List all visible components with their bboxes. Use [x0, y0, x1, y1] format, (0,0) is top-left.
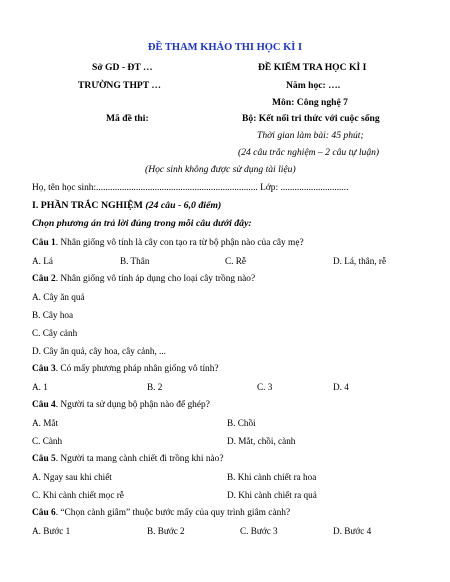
textbook-series: Bộ: Kết nối tri thức với cuộc sống [242, 113, 380, 124]
question-text: . Nhân giống vô tính là cây con tạo ra từ bộ phận nào của cây mẹ? [55, 238, 304, 248]
question-label: Câu 6 [32, 508, 56, 518]
q2-option-c[interactable]: C. Cây cảnh [32, 328, 78, 338]
question-label: Câu 5 [32, 454, 56, 464]
section-heading [32, 201, 221, 211]
q5-option-b[interactable]: B. Khi cành chiết ra hoa [227, 472, 317, 482]
question-2 [32, 275, 255, 284]
q2-option-a[interactable]: A. Cây ăn quả [32, 292, 85, 302]
q6-option-d[interactable]: D. Bước 4 [333, 526, 372, 536]
department-name: Sở GD - ĐT … [92, 62, 153, 73]
question-label: Câu 4 [32, 400, 56, 410]
section-heading-points: (24 câu - 6,0 điểm) [145, 200, 222, 211]
q3-option-c[interactable]: C. 3 [257, 382, 273, 392]
question-label: Câu 1 [32, 238, 56, 248]
q3-option-b[interactable]: B. 2 [147, 382, 163, 392]
q4-option-a[interactable]: A. Mắt [32, 418, 59, 428]
school-name: TRƯỜNG THPT … [78, 80, 161, 91]
q4-option-d[interactable]: D. Mắt, chồi, cành [227, 436, 296, 446]
subject: Môn: Công nghệ 7 [272, 97, 348, 108]
q5-option-d[interactable]: D. Khi cành chiết ra quả [227, 490, 317, 500]
q6-option-b[interactable]: B. Bước 2 [147, 526, 185, 536]
question-text: . “Chọn cành giâm” thuộc bước mấy của quy trình giâm cành? [55, 508, 291, 518]
q1-option-c[interactable]: C. Rễ [225, 256, 246, 266]
question-text: . Người ta sử dụng bộ phận nào để ghép? [55, 400, 210, 410]
q6-option-a[interactable]: A. Bước 1 [32, 526, 71, 536]
q3-option-a[interactable]: A. 1 [32, 382, 48, 392]
question-label: Câu 2 [32, 274, 56, 284]
q1-option-b[interactable]: B. Thân [120, 256, 150, 266]
section-instruction: Chọn phương án trả lời đúng trong mỗi câu dưới đây: [32, 218, 252, 229]
exam-structure: (24 câu trắc nghiệm – 2 câu tự luận) [238, 147, 380, 158]
question-4 [32, 401, 210, 410]
q1-option-d[interactable]: D. Lá, thân, rễ [333, 256, 387, 266]
question-label: Câu 3 [32, 364, 56, 374]
exam-duration: Thời gian làm bài: 45 phút; [257, 130, 364, 141]
question-3 [32, 365, 219, 374]
materials-note: (Học sinh không được sử dụng tài liệu) [145, 164, 296, 175]
q2-option-d[interactable]: D. Cây ăn quả, cây hoa, cây cảnh, ... [32, 346, 166, 356]
q1-option-a[interactable]: A. Lá [32, 256, 53, 266]
q5-option-c[interactable]: C. Khi cành chiết mọc rễ [32, 490, 124, 500]
question-1 [32, 239, 304, 248]
question-text: . Nhân giống vô tính áp dụng cho loại cây trồng nào? [55, 274, 256, 284]
q2-option-b[interactable]: B. Cây hoa [32, 310, 74, 320]
exam-code: Mã đề thi: [106, 113, 149, 124]
q6-option-c[interactable]: C. Bước 3 [240, 526, 278, 536]
section-heading-text: I. PHẦN TRẮC NGHIỆM [32, 200, 143, 211]
student-info-line: Họ, tên học sinh:..................................................................... Lớp: ............................. [32, 183, 349, 193]
q4-option-c[interactable]: C. Cành [32, 436, 63, 446]
question-6 [32, 509, 290, 518]
school-year: Năm học: …. [286, 80, 341, 91]
q4-option-b[interactable]: B. Chồi [227, 418, 256, 428]
q5-option-a[interactable]: A. Ngay sau khi chiết [32, 472, 112, 482]
question-text: . Người ta mang cành chiết đi trồng khi nào? [55, 454, 224, 464]
question-text: . Có mấy phương pháp nhân giống vô tính? [55, 364, 219, 374]
question-5 [32, 455, 224, 464]
exam-name: ĐỀ KIỂM TRA HỌC KÌ I [258, 62, 367, 73]
q3-option-d[interactable]: D. 4 [333, 382, 349, 392]
document-title: ĐỀ THAM KHẢO THI HỌC KÌ I [147, 42, 303, 53]
